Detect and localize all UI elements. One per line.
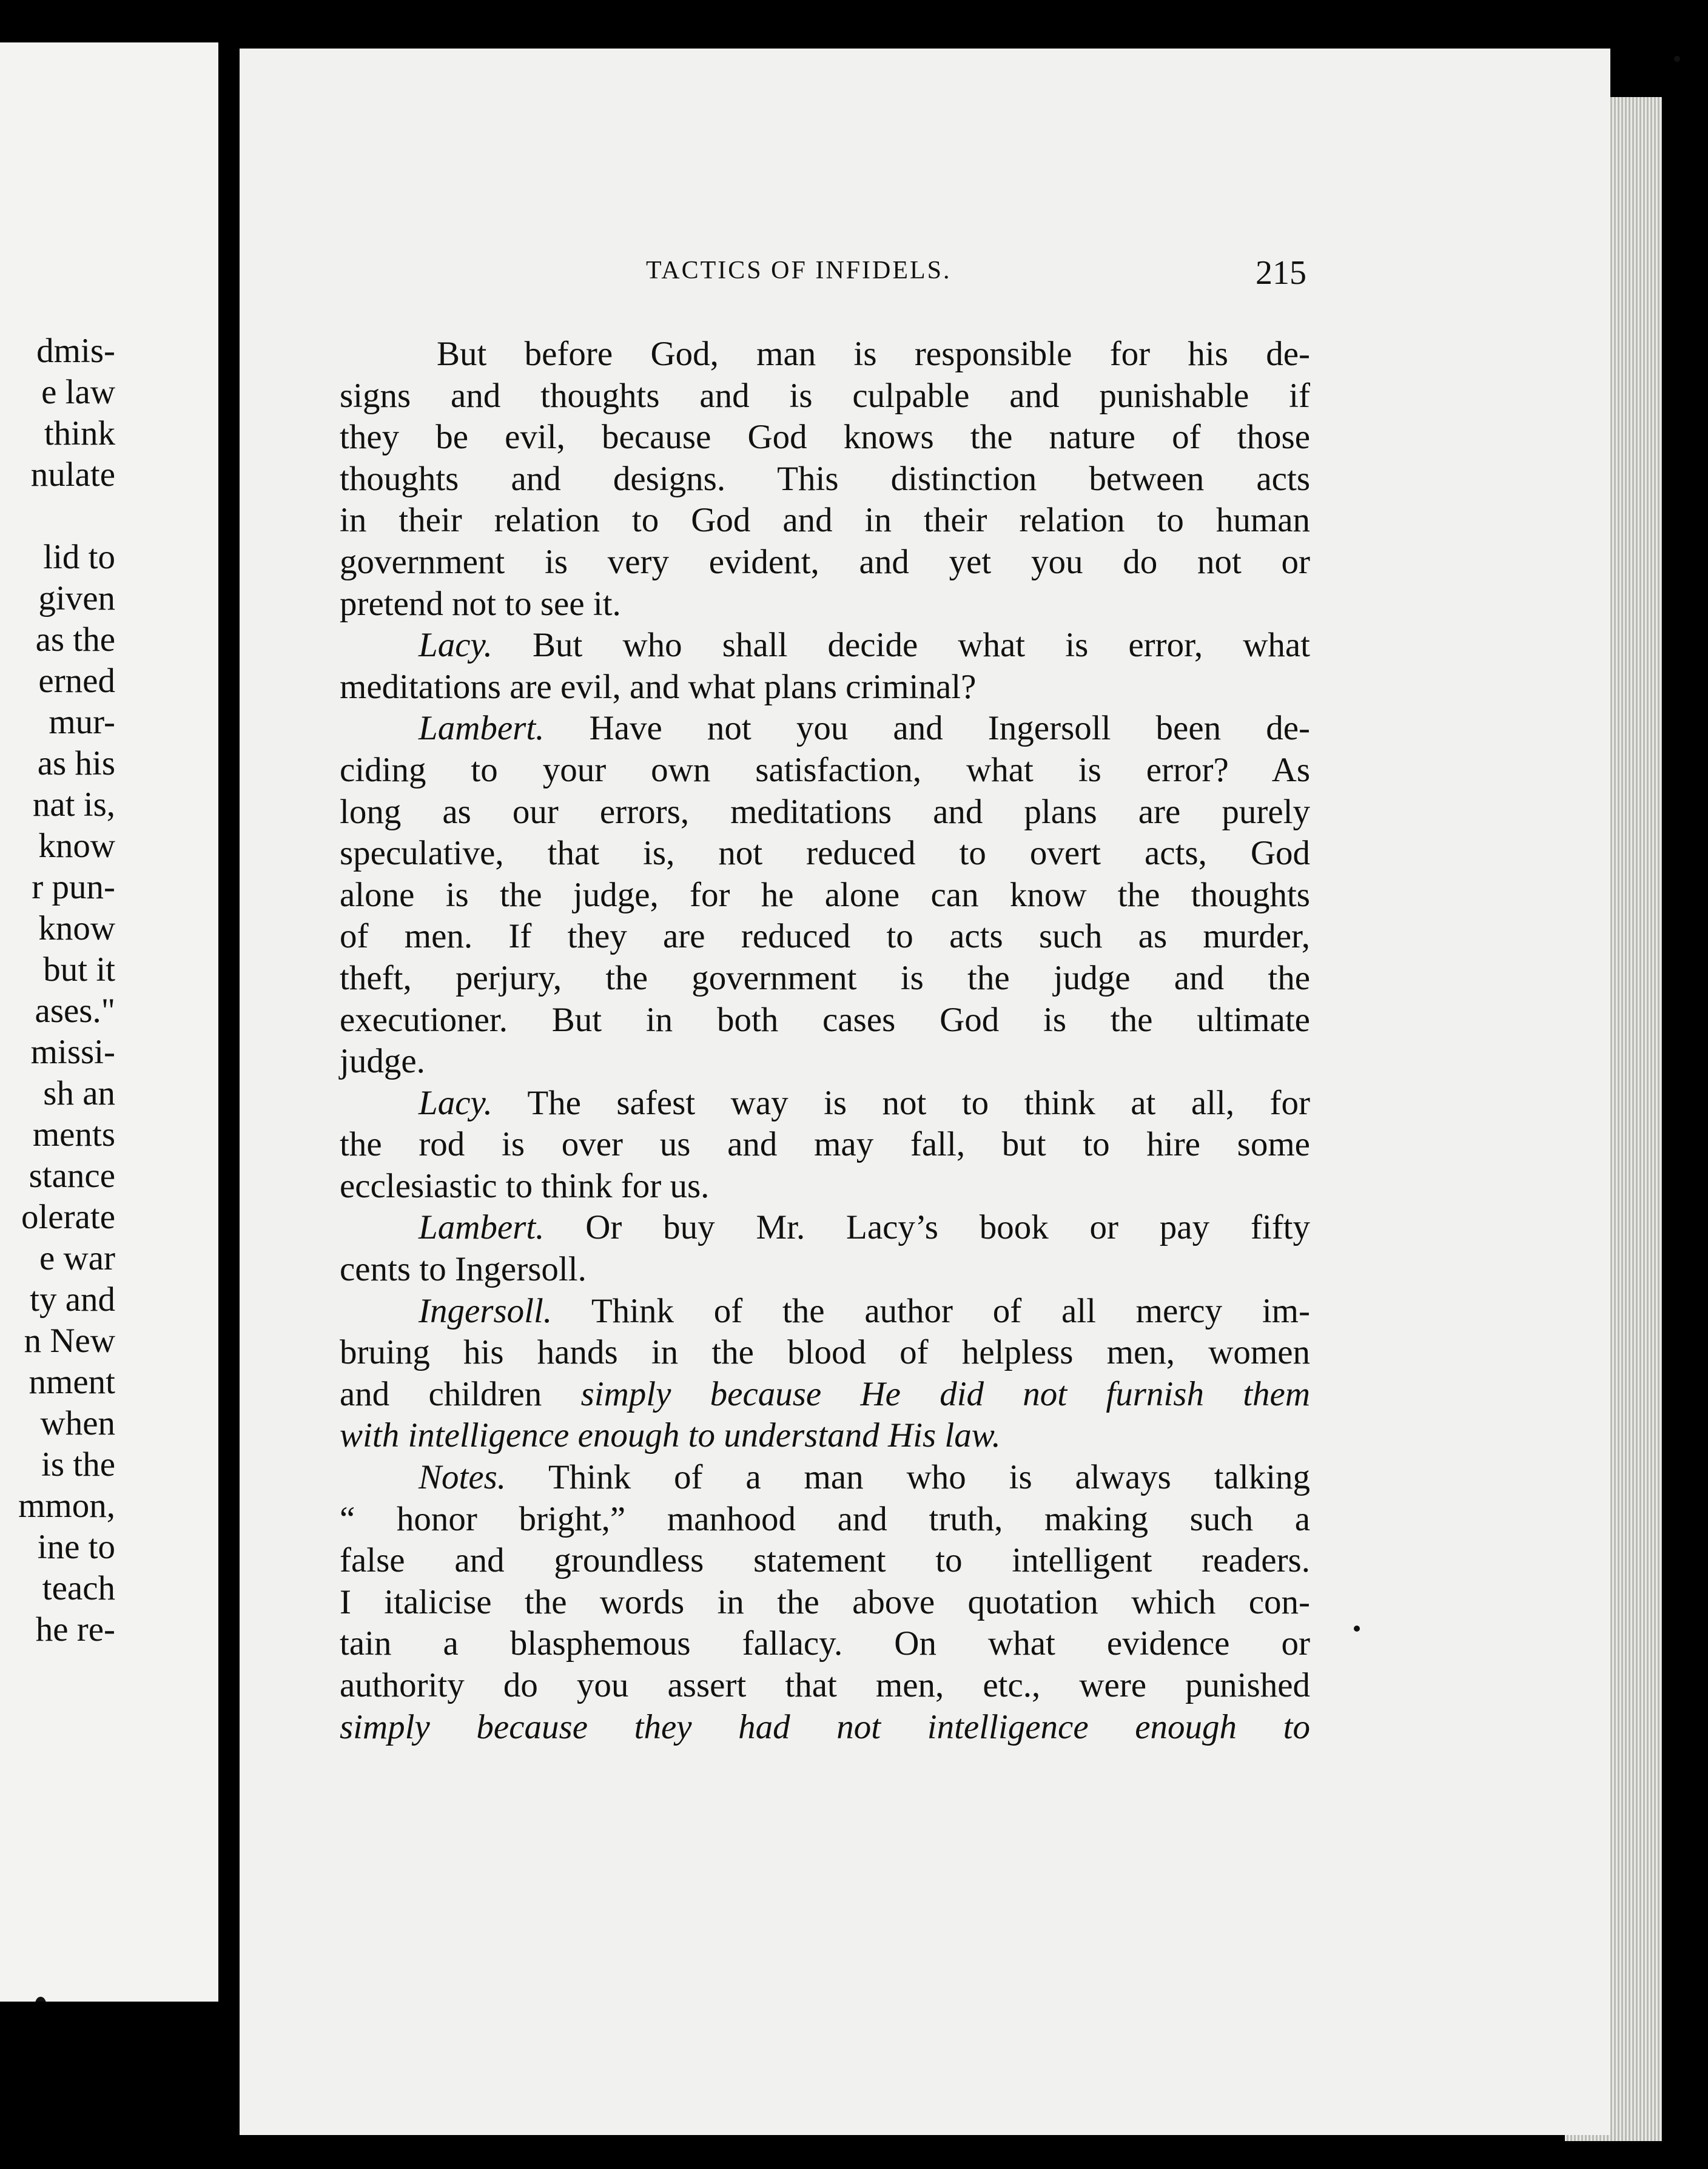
- text-line: [340, 708, 1310, 750]
- text-line: the rod is over us and may fall, but to hire some: [340, 1125, 1310, 1164]
- left-line: dmis-: [36, 332, 115, 370]
- left-line: lid to: [43, 538, 115, 576]
- left-line: as his: [37, 744, 115, 782]
- text-line: [340, 1083, 1310, 1125]
- speech-text: But who shall decide what is error, what: [533, 626, 1310, 665]
- text-line: ecclesiastic to think for us.: [340, 1166, 710, 1205]
- speech-text: Think of the author of all mercy im-: [591, 1291, 1310, 1330]
- text-line: meditations are evil, and what plans criminal?: [340, 667, 977, 706]
- text-line: signs and thoughts and is culpable and punishable if: [340, 376, 1310, 415]
- speaker-name: Lambert.: [419, 1208, 545, 1247]
- text-line: bruing his hands in the blood of helpless men, women: [340, 1333, 1310, 1372]
- text-line: in their relation to God and in their relation to human: [340, 501, 1310, 540]
- left-line: nment: [29, 1363, 115, 1401]
- speaker-name: Lambert.: [419, 709, 545, 748]
- left-line: missi-: [30, 1033, 115, 1071]
- text-line: authority do you assert that men, etc., were punished: [340, 1666, 1310, 1704]
- left-line: ty and: [30, 1280, 115, 1319]
- speaker-name: Ingersoll.: [419, 1291, 553, 1330]
- left-line: given: [38, 579, 115, 617]
- text-line: [340, 1207, 1310, 1249]
- speech-text: The safest way is not to think at all, for: [527, 1083, 1310, 1122]
- running-title: TACTICS OF INFIDELS.: [646, 257, 952, 284]
- speech-text: Or buy Mr. Lacy’s book or pay fifty: [585, 1208, 1311, 1247]
- text-line: of men. If they are reduced to acts such as murder,: [340, 917, 1310, 956]
- left-page: [0, 42, 218, 2002]
- text-line: they be evil, because God knows the nature of those: [340, 418, 1310, 457]
- text-line: tain a blasphemous fallacy. On what evidence or: [340, 1624, 1310, 1663]
- ink-speck: [1674, 56, 1680, 62]
- text-line: [340, 1291, 1310, 1333]
- page-number: 215: [1256, 254, 1306, 292]
- text-run: and children: [340, 1374, 542, 1413]
- left-line: mmon,: [18, 1487, 115, 1525]
- left-line: nat is,: [32, 785, 115, 824]
- speaker-name: Lacy.: [419, 626, 493, 665]
- ink-spot: [35, 1997, 46, 2002]
- speaker-name: Lacy.: [419, 1083, 493, 1122]
- text-line: simply because they had not intelligence enough to: [340, 1707, 1310, 1746]
- speech-text: Think of a man who is always talking: [548, 1458, 1310, 1497]
- left-line: ments: [32, 1115, 115, 1154]
- left-line: as the: [35, 620, 115, 659]
- text-line: executioner. But in both cases God is the ultimate: [340, 1000, 1310, 1039]
- text-line: government is very evident, and yet you do not or: [340, 542, 1310, 581]
- left-line: ases.": [35, 992, 115, 1030]
- left-line: ine to: [37, 1528, 115, 1566]
- left-line: sh an: [43, 1074, 115, 1112]
- left-line: nulate: [30, 456, 115, 494]
- running-head: [406, 212, 1377, 292]
- left-line: but it: [43, 950, 115, 989]
- left-line: r pun-: [32, 868, 115, 906]
- text-line: theft, perjury, the government is the judge and the: [340, 958, 1310, 997]
- left-line: when: [40, 1404, 115, 1442]
- left-line: know: [38, 909, 115, 947]
- left-line: e war: [39, 1239, 115, 1277]
- left-line: is the: [41, 1445, 115, 1484]
- text-line: I italicise the words in the above quotation which con-: [340, 1582, 1310, 1621]
- left-line: know: [38, 827, 115, 865]
- left-line: stance: [29, 1157, 115, 1195]
- text-line: with intelligence enough to understand His law.: [340, 1416, 1001, 1455]
- left-line: think: [44, 414, 115, 452]
- speech-text: Have not you and Ingersoll been de-: [589, 709, 1310, 748]
- text-line: cents to Ingersoll.: [340, 1250, 587, 1289]
- left-line: teach: [42, 1569, 115, 1607]
- text-line: [340, 1374, 1310, 1416]
- left-line: e law: [41, 373, 115, 411]
- text-line: [340, 625, 1310, 667]
- text-line: speculative, that is, not reduced to overt acts, God: [340, 834, 1310, 873]
- body-text: [340, 334, 1310, 1748]
- text-line: long as our errors, meditations and plans are purely: [340, 792, 1310, 831]
- text-line: [340, 1457, 1310, 1499]
- left-line: olerate: [21, 1198, 115, 1236]
- text-line: pretend not to see it.: [340, 584, 621, 623]
- text-line: judge.: [340, 1042, 425, 1081]
- text-line: But before God, man is responsible for his de-: [437, 335, 1310, 373]
- ink-speck: [1354, 1626, 1360, 1632]
- text-line: ciding to your own satisfaction, what is error? As: [340, 750, 1310, 789]
- text-line: thoughts and designs. This distinction between acts: [340, 459, 1310, 498]
- left-line: he re-: [35, 1610, 115, 1649]
- left-line: mur-: [49, 703, 115, 741]
- left-line: erned: [38, 662, 115, 700]
- speaker-name: Notes.: [419, 1458, 506, 1497]
- text-line: “ honor bright,” manhood and truth, making such a: [340, 1499, 1310, 1538]
- left-line: n New: [24, 1322, 115, 1360]
- text-line: alone is the judge, for he alone can know the thoughts: [340, 875, 1310, 914]
- text-line: false and groundless statement to intelligent readers.: [340, 1541, 1310, 1580]
- italic-text-run: simply because He did not furnish them: [580, 1374, 1310, 1413]
